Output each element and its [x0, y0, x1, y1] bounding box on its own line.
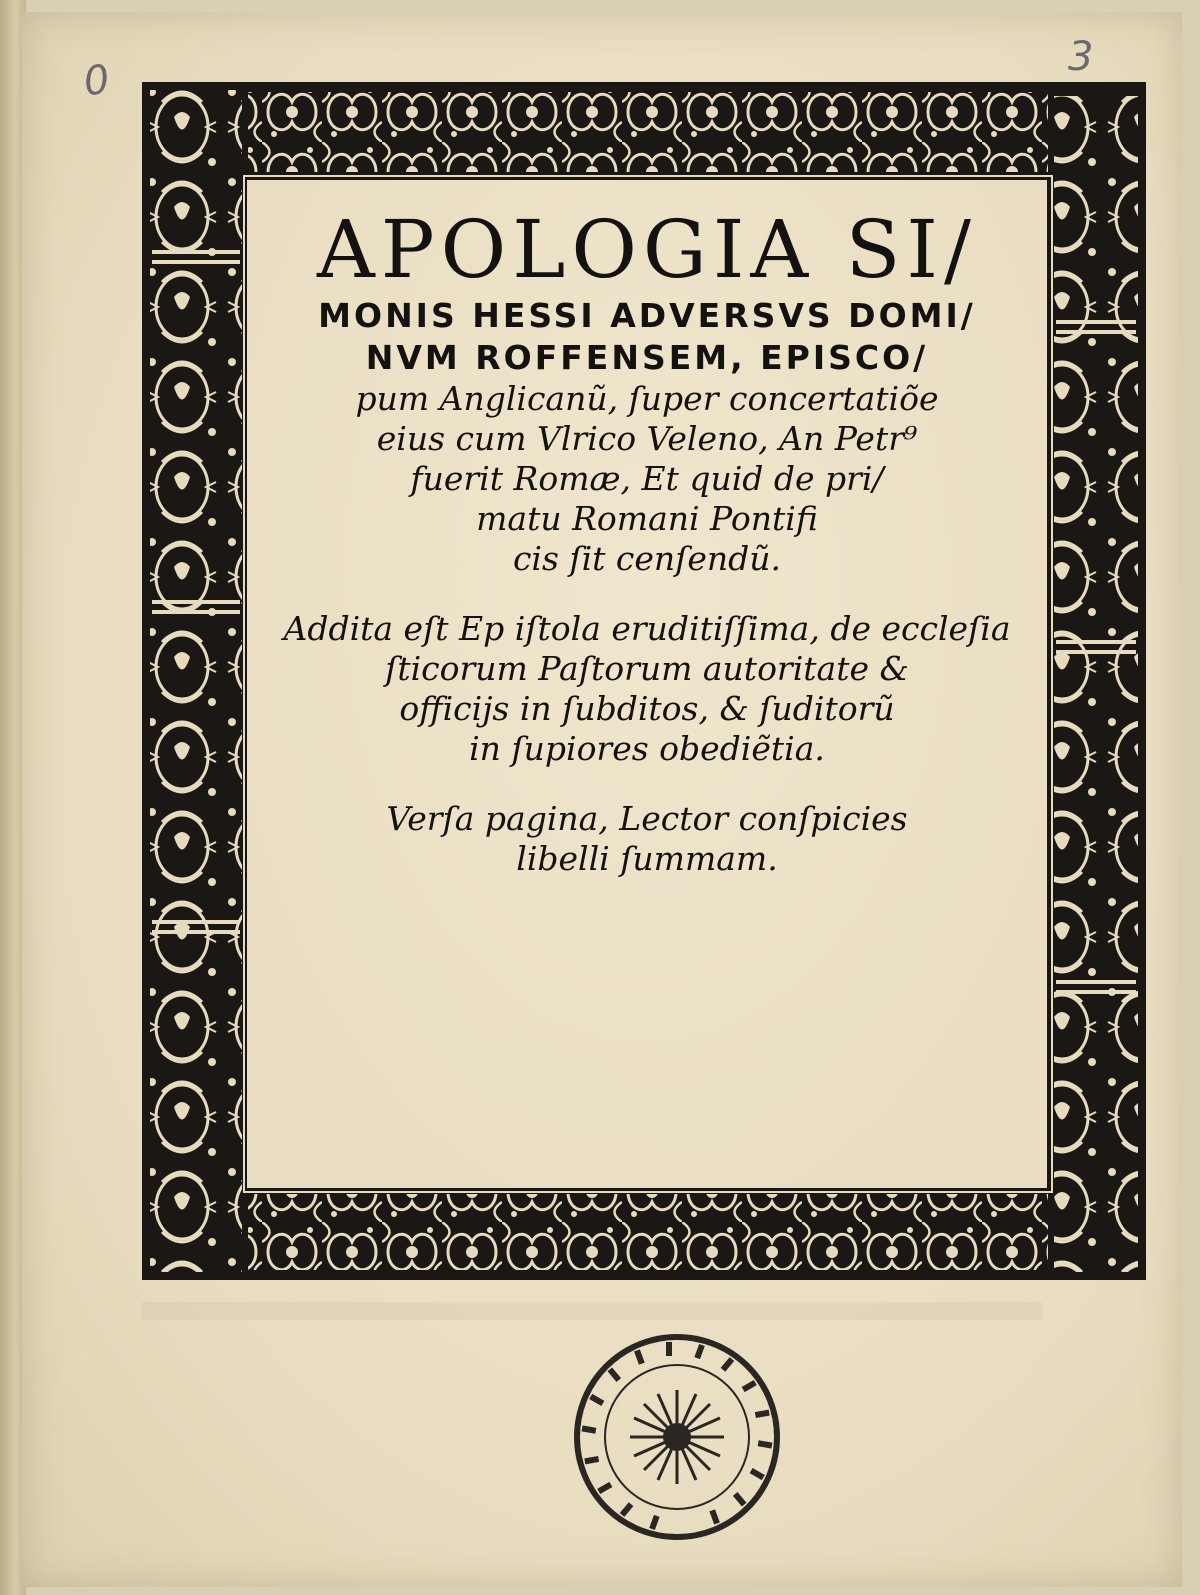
- title-italic-line: matu Romani Pontifi: [476, 499, 818, 538]
- pencil-mark-left: 0: [80, 56, 113, 106]
- addendum-line: in ſupiores obediẽtia.: [469, 729, 825, 768]
- library-stamp-art: [570, 1330, 784, 1544]
- note-paragraph: [247, 799, 1047, 879]
- addendum-line: ſticorum Paſtorum autoritate &: [385, 649, 909, 688]
- title-italic-line: cis ſit cenſendũ.: [512, 539, 782, 578]
- title-italic-line: pum Anglicanũ, ſuper concertatiõe: [355, 379, 939, 418]
- title-italic-line: eius cum Vlrico Veleno, An Petr⁹: [376, 419, 918, 458]
- library-stamp: [570, 1330, 784, 1544]
- addendum-line: officijs in ſubditos, & ſuditorũ: [399, 689, 895, 728]
- addendum-paragraph: [247, 609, 1047, 769]
- addendum-line: Addita eſt Ep iſtola eruditiſſima, de eccleſia: [283, 609, 1011, 648]
- title-italic-line: fuerit Romæ, Et quid de pri/: [410, 459, 884, 498]
- note-line: Verſa pagina, Lector conſpicies: [386, 799, 908, 838]
- title-caps-line: NVM ROFFENSEM, EPISCO/: [365, 338, 929, 377]
- title-caps-line: MONIS HESSI ADVERSVS DOMI/: [318, 296, 976, 335]
- title-block: [247, 195, 1047, 879]
- note-line: libelli ſummam.: [516, 839, 778, 878]
- folio-number: 3: [1068, 34, 1094, 80]
- title-main: APOLOGIA SI/: [317, 203, 977, 296]
